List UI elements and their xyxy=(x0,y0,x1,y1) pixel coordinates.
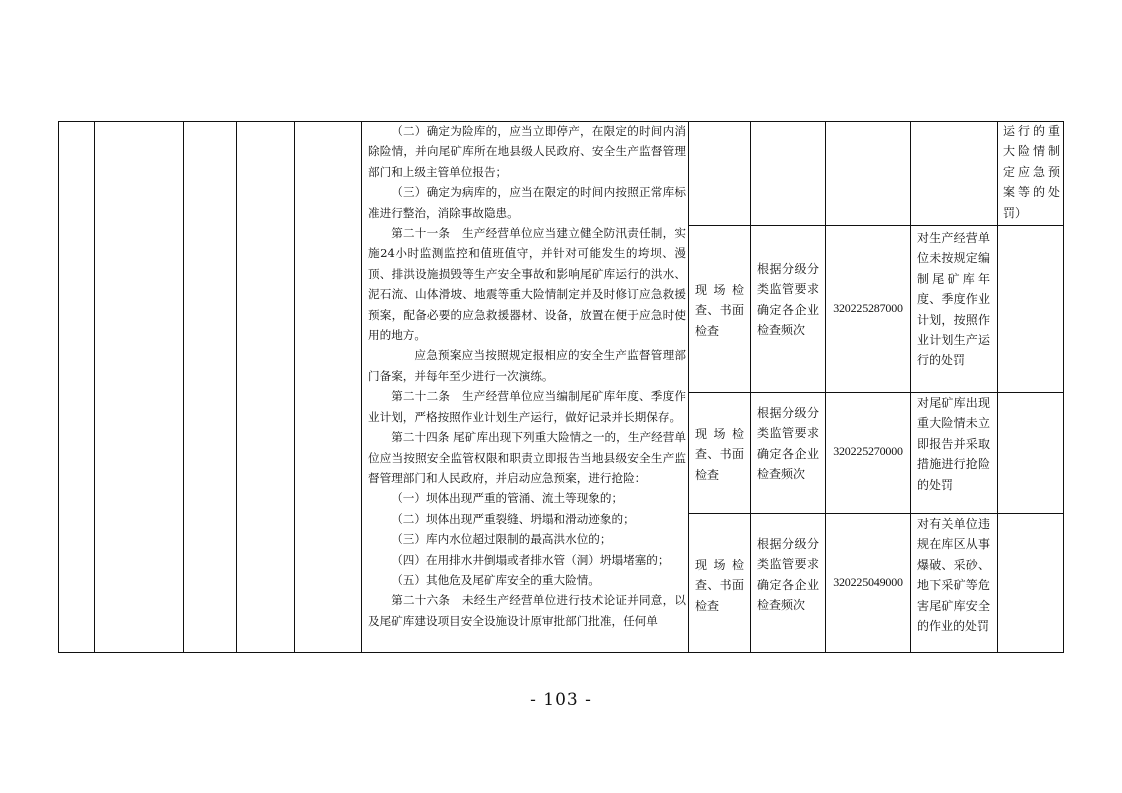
legal-basis-text xyxy=(368,121,686,631)
column-divider xyxy=(183,121,184,653)
column-divider xyxy=(997,121,998,653)
continued-penalty-text: 运行的重大险情制定应急预案等的处罚） xyxy=(1003,124,1060,220)
item-code: 320225049000 xyxy=(833,575,903,589)
inspection-method: 现场检查、书面检查 xyxy=(695,283,744,338)
penalty-item: 对生产经营单位未按规定编制尾矿库年度、季度作业计划，按照作业计划生产运行的处罚 xyxy=(917,231,990,368)
column-divider xyxy=(236,121,237,653)
law-paragraph: 第二十二条 生产经营单位应当编制尾矿库年度、季度作业计划，严格按照作业计划生产运行，做好记录并长期保存。 xyxy=(368,389,686,424)
law-paragraph: （三）确定为病库的，应当在限定的时间内按照正常库标准进行整治，消除事故隐患。 xyxy=(368,185,686,220)
row-divider xyxy=(688,225,1064,226)
law-paragraph: 第二十六条 未经生产经营单位进行技术论证并同意，以及尾矿库建设项目安全设施设计原审批部门批准，任何单 xyxy=(368,593,686,628)
column-divider xyxy=(910,121,911,653)
page-number: - 103 - xyxy=(530,690,592,710)
law-paragraph: （四）在用排水井倒塌或者排水管（洞）坍塌堵塞的； xyxy=(391,552,670,567)
column-divider xyxy=(94,121,95,653)
law-paragraph: 应急预案应当按照规定报相应的安全生产监督管理部门备案，并每年至少进行一次演练。 xyxy=(368,348,686,383)
law-paragraph: （五）其他危及尾矿库安全的重大险情。 xyxy=(391,572,600,587)
column-divider xyxy=(688,121,689,653)
item-code: 320225287000 xyxy=(833,301,903,315)
penalty-item: 对尾矿库出现重大险情未立即报告并采取措施进行抢险的处罚 xyxy=(917,396,990,492)
row-divider xyxy=(688,513,1064,514)
law-paragraph: （一）坝体出现严重的管涌、流土等现象的； xyxy=(391,491,624,506)
law-paragraph: （三）库内水位超过限制的最高洪水位的； xyxy=(391,532,612,547)
column-divider xyxy=(294,121,295,653)
column-divider xyxy=(750,121,751,653)
penalty-item: 对有关单位违规在库区从事爆破、采砂、地下采矿等危害尾矿库安全的作业的处罚 xyxy=(917,517,990,634)
inspection-method: 现场检查、书面检查 xyxy=(695,427,744,482)
column-divider xyxy=(825,121,826,653)
law-paragraph: 第二十四条 尾矿库出现下列重大险情之一的，生产经营单位应当按照安全监管权限和职责立即报告当地县级安全生产监督管理部门和人民政府，并启动应急预案，进行抢险： xyxy=(368,430,686,485)
item-code: 320225270000 xyxy=(833,444,903,458)
row-divider xyxy=(688,392,1064,393)
inspection-method: 现场检查、书面检查 xyxy=(695,558,744,613)
law-paragraph: 第二十一条 生产经营单位应当建立健全防汛责任制，实施24小时监测监控和值班值守，并针对可能发生的垮坝、漫顶、排洪设施损毁等生产安全事故和影响尾矿库运行的洪水、泥石流、山体滑坡、地震等重大险情制定并及时修订应急救援预案，配备必要的应急救援器材、设备，放置在便于应急时使用的地方。 xyxy=(368,226,686,343)
inspection-frequency: 根据分级分类监管要求确定各企业检查频次 xyxy=(757,537,819,613)
law-paragraph: （二）确定为险库的，应当立即停产，在限定的时间内消除险情，并向尾矿库所在地县级人民政府、安全生产监督管理部门和上级主管单位报告； xyxy=(368,124,686,179)
law-paragraph: （二）坝体出现严重裂缝、坍塌和滑动迹象的； xyxy=(391,511,635,526)
column-divider xyxy=(361,121,362,653)
inspection-frequency: 根据分级分类监管要求确定各企业检查频次 xyxy=(757,406,819,482)
inspection-frequency: 根据分级分类监管要求确定各企业检查频次 xyxy=(757,262,819,338)
